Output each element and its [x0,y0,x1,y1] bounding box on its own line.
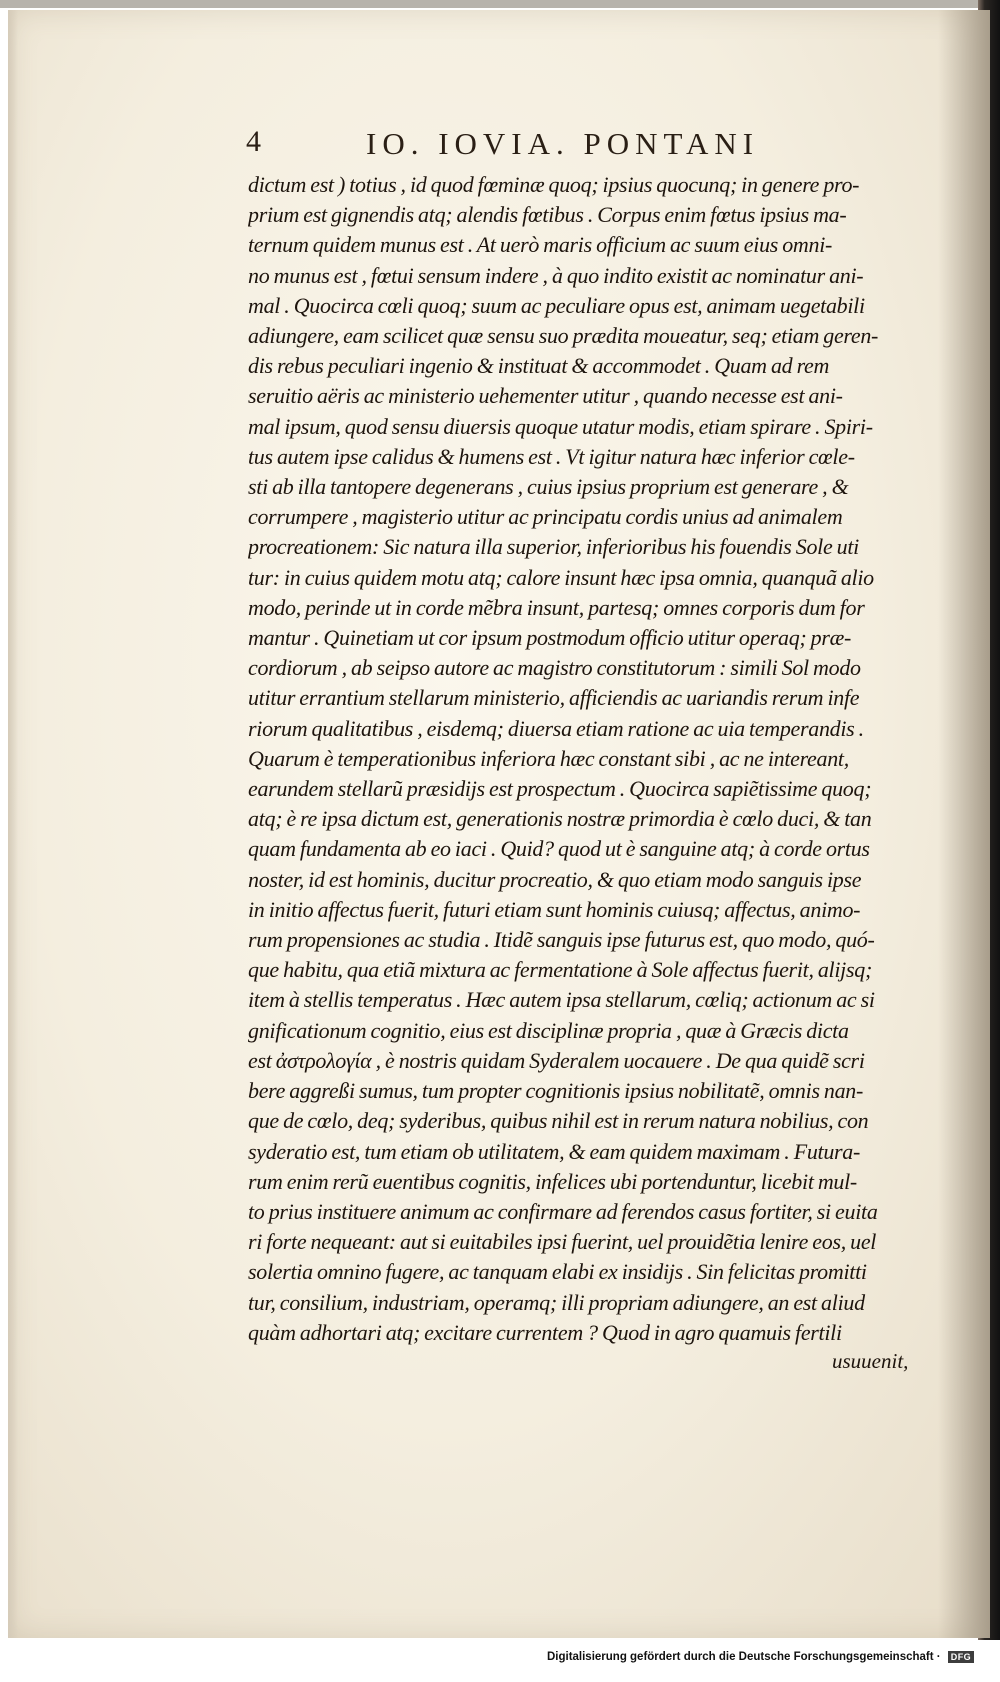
top-scan-edge [0,0,1000,8]
text-line: quam fundamenta ab eo iaci . Quid? quod ut è sanguine atq; à corde ortus [248,836,870,862]
text-line: seruitio aëris ac ministerio uehementer utitur , quando necesse est ani- [248,383,843,409]
text-line: est ἀστρολογία , è nostris quidam Syderalem uocauere . De qua quidẽ scri [248,1047,865,1073]
text-line: modo, perinde ut in corde mẽbra insunt, partesq; omnes corporis dum for [248,594,865,620]
text-line: tus autem ipse calidus & humens est . Vt igitur natura hæc inferior cœle- [248,443,855,469]
text-line: bere aggreßi sumus, tum propter cognitionis ipsius nobilitatẽ, omnis nan- [248,1078,864,1104]
text-line: dis rebus peculiari ingenio & instituat & accommodet . Quam ad rem [248,353,830,379]
text-line: item à stellis temperatus . Hæc autem ipsa stellarum, cœliq; actionum ac si [248,987,875,1013]
running-head: IO. IOVIA. PONTANI [366,126,760,161]
text-line: adiungere, eam scilicet quæ sensu suo prædita moueatur, seq; etiam geren- [248,323,879,349]
text-line: to prius instituere animum ac confirmare ad ferendos casus fortiter, si euita [248,1198,878,1224]
text-line: no munus est , fœtui sensum indere , à quo indito existit ac nominatur ani- [248,262,864,288]
footer-text: Digitalisierung gefördert durch die Deutsche Forschungsgemeinschaft · [546,1651,941,1664]
funding-footer [498,1651,974,1671]
text-line: cordiorum , ab seipso autore ac magistro constitutorum : simili Sol modo [248,655,861,681]
text-line: in initio affectus fuerit, futuri etiam sunt hominis cuiusq; affectus, animo- [248,896,861,922]
page-number: 4 [246,125,261,158]
text-line: earundem stellarũ præsidijs est prospectum . Quocirca sapiẽtissime quoq; [248,776,872,802]
text-line: noster, id est hominis, ducitur procreatio, & quo etiam modo sanguis ipse [248,866,862,892]
text-line: atq; è re ipsa dictum est, generationis nostræ primordia è cœlo duci, & tan [248,806,872,832]
text-line: quàm adhortari atq; excitare currentem ? Quod in agro quamuis fertili [248,1319,842,1345]
text-line: Quarum è temperationibus inferiora hæc constant sibi , ac ne intereant, [248,745,849,771]
catchword: usuuenit, [832,1349,909,1373]
text-line: dictum est ) totius , id quod fœminæ quoq; ipsius quocunq; in genere pro- [248,172,860,197]
text-line: rum enim rerũ euentibus cognitis, infelices ubi portenduntur, licebit mul- [248,1168,857,1194]
main-text-block [248,170,916,1345]
text-line: solertia omnino fugere, ac tanquam elabi ex insidijs . Sin felicitas promitti [248,1259,867,1285]
text-line: prium est gignendis atq; alendis fœtibus . Corpus enim fœtus ipsius ma- [248,202,847,228]
text-line: sti ab illa tantopere degenerans , cuius ipsius proprium est generare , & [248,474,849,500]
text-line: riorum qualitatibus , eisdemq; diuersa etiam ratione ac uia temperandis . [248,715,864,741]
text-line: syderatio est, tum etiam ob utilitatem, & eam quidem maximam . Futura- [248,1138,861,1164]
text-line: mal ipsum, quod sensu diuersis quoque utatur modis, etiam spirare . Spiri- [248,413,873,439]
text-line: tur, consilium, industriam, operamq; illi propriam adiungere, an est aliud [248,1289,865,1315]
text-line: ri forte nequeant: aut si euitabiles ipsi fuerint, uel prouidẽtia lenire eos, uel [248,1229,877,1255]
text-line: utitur errantium stellarum ministerio, afficiendis ac uariandis rerum infe [248,685,860,711]
text-line: que de cœlo, deq; syderibus, quibus nihil est in rerum natura nobilius, con [248,1108,869,1134]
text-line: que habitu, qua etiã mixtura ac fermentatione à Sole affectus fuerit, alijsq; [248,957,872,983]
text-line: gnificationum cognitio, eius est disciplinæ propria , quæ à Græcis dicta [248,1017,849,1043]
text-line: procreationem: Sic natura illa superior, inferioribus his fouendis Sole uti [248,534,859,560]
text-line: rum propensiones ac studia . Itidẽ sanguis ipse futurus est, quo modo, quó- [248,927,875,953]
text-line: corrumpere , magisterio utitur ac principatu cordis unius ad animalem [248,504,843,530]
dfg-logo: DFG [948,1651,974,1663]
text-line: mal . Quocirca cœli quoq; suum ac peculiare opus est, animam uegetabili [248,292,865,318]
text-line: ternum quidem munus est . At uerò maris officium ac suum eius omni- [248,232,833,258]
text-line: mantur . Quinetiam ut cor ipsum postmodum officio utitur operaq; præ- [248,625,852,651]
text-line: tur: in cuius quidem motu atq; calore insunt hæc ipsa omnia, quanquã alio [248,564,874,590]
